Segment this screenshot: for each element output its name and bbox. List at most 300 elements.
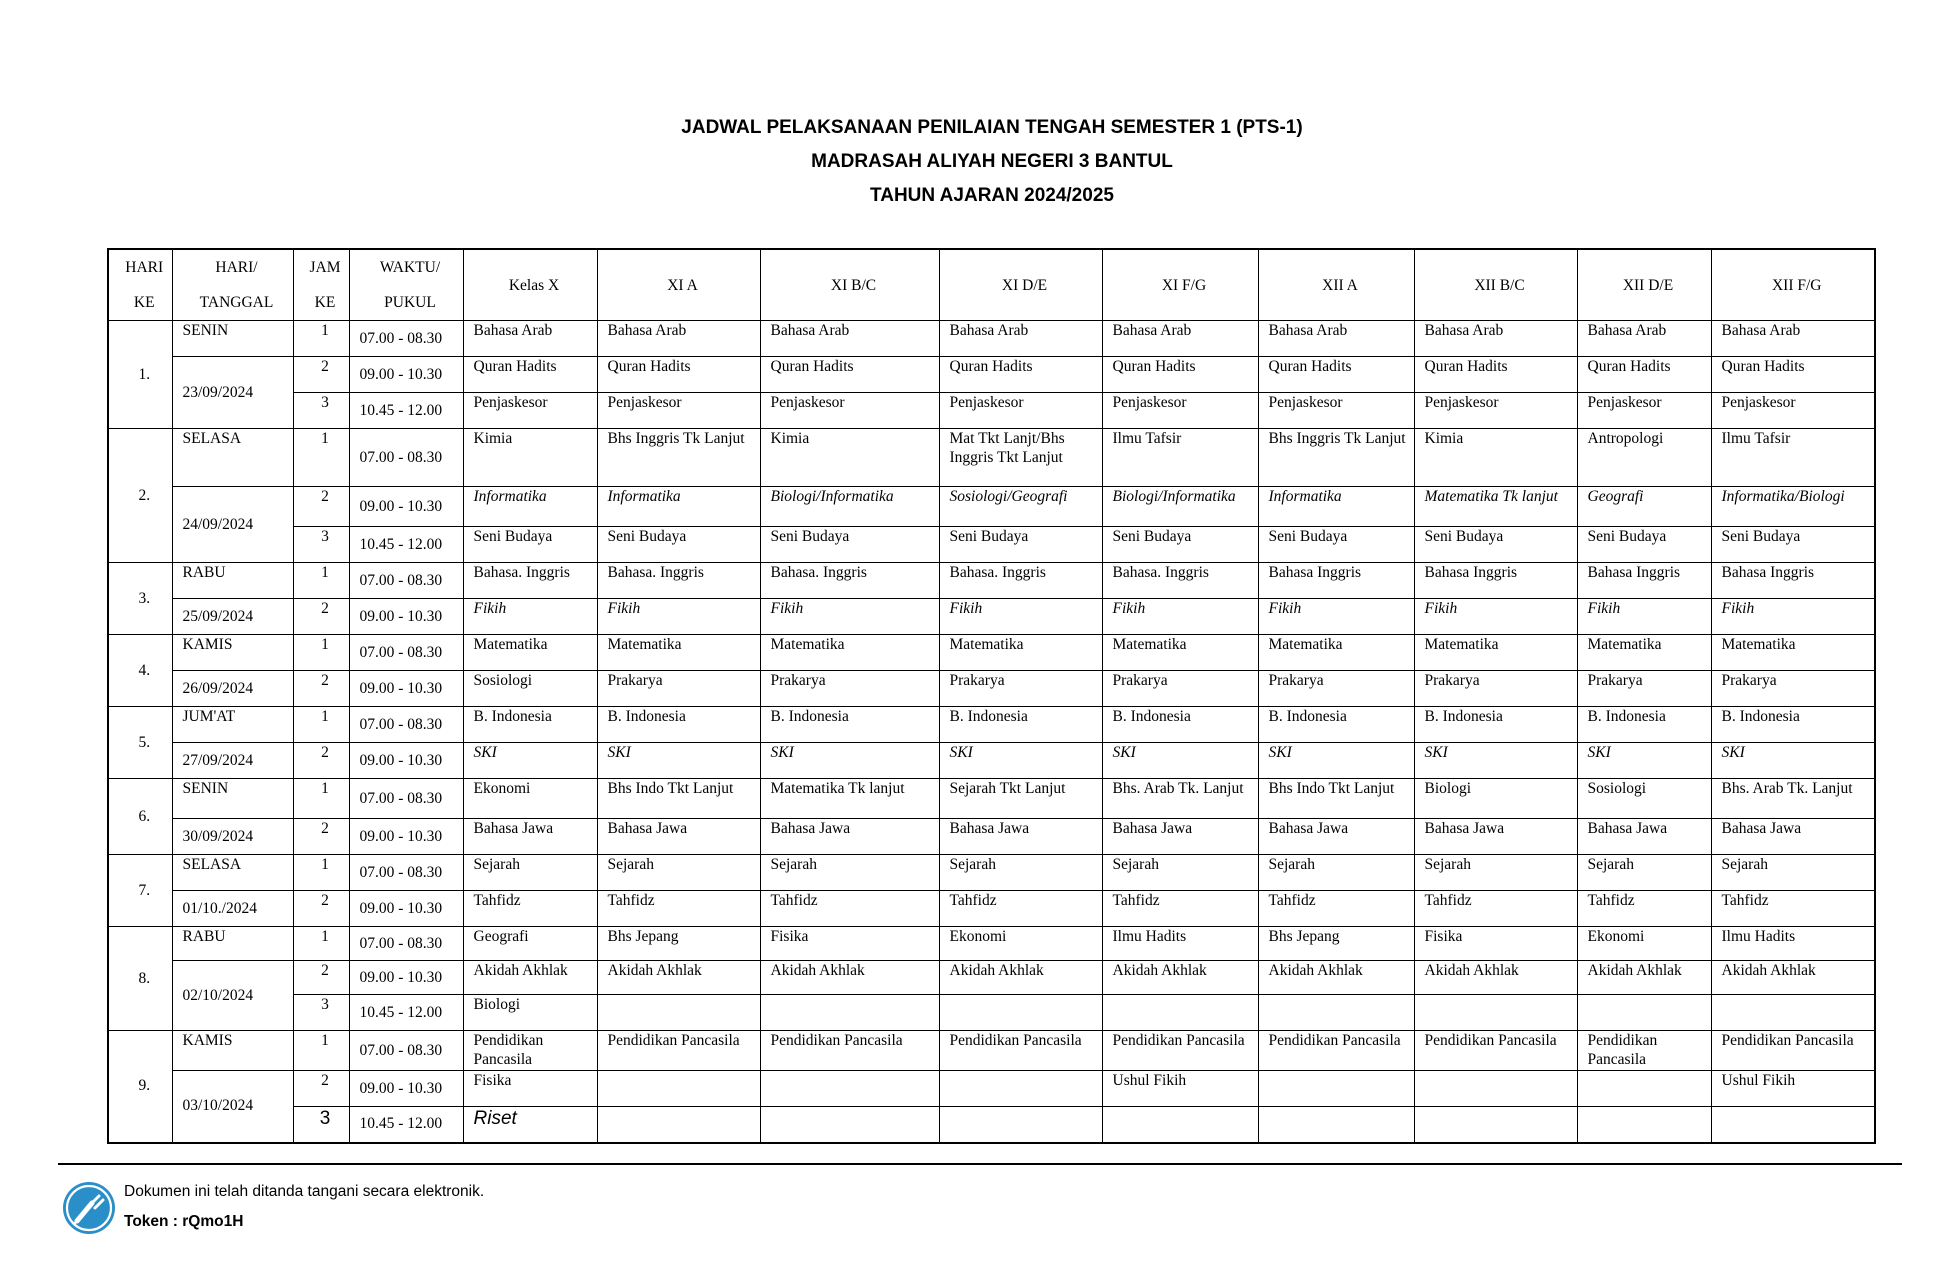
- day-number: 5.: [108, 707, 172, 779]
- subject-cell: Matematika Tk lanjut: [760, 779, 939, 819]
- subject-cell: B. Indonesia: [939, 707, 1102, 743]
- subject-cell: Bhs Indo Tkt Lanjut: [597, 779, 760, 819]
- time-slot: 07.00 - 08.30: [349, 779, 463, 819]
- subject-cell: Seni Budaya: [1414, 527, 1577, 563]
- table-row: [108, 321, 1875, 357]
- subject-cell: Pendidikan Pancasila: [463, 1031, 597, 1071]
- subject-cell: Mat Tkt Lanjt/Bhs Inggris Tkt Lanjut: [939, 429, 1102, 487]
- subject-cell: Matematika: [939, 635, 1102, 671]
- subject-cell: Seni Budaya: [760, 527, 939, 563]
- subject-cell: Tahfidz: [1258, 891, 1414, 927]
- subject-cell: B. Indonesia: [760, 707, 939, 743]
- subject-cell: SKI: [1711, 743, 1875, 779]
- subject-cell: Sejarah: [1414, 855, 1577, 891]
- jam-ke: 2: [293, 599, 349, 635]
- day-number: 1.: [108, 321, 172, 429]
- subject-cell: Penjaskesor: [1577, 393, 1711, 429]
- subject-cell: Fikih: [939, 599, 1102, 635]
- header-class: XI F/G: [1102, 249, 1258, 321]
- jam-ke: 2: [293, 961, 349, 995]
- day-number: 9.: [108, 1031, 172, 1143]
- subject-cell: Fikih: [1577, 599, 1711, 635]
- subject-cell: Penjaskesor: [463, 393, 597, 429]
- subject-cell: SKI: [1258, 743, 1414, 779]
- header-jam-ke-line2: KE: [314, 294, 336, 311]
- table-row: [108, 1031, 1875, 1071]
- subject-cell: Sejarah: [1258, 855, 1414, 891]
- subject-cell: Bahasa Arab: [1258, 321, 1414, 357]
- jam-ke: 2: [293, 819, 349, 855]
- subject-cell: B. Indonesia: [463, 707, 597, 743]
- subject-cell: Pendidikan Pancasila: [597, 1031, 760, 1071]
- time-slot: 10.45 - 12.00: [349, 995, 463, 1031]
- e-signature-note: Dokumen ini telah ditanda tangani secara elektronik.: [124, 1183, 485, 1200]
- subject-cell: Pendidikan Pancasila: [760, 1031, 939, 1071]
- subject-cell: Bahasa Arab: [1102, 321, 1258, 357]
- subject-cell: Bahasa Jawa: [463, 819, 597, 855]
- subject-cell: Matematika Tk lanjut: [1414, 487, 1577, 527]
- table-row: [108, 429, 1875, 487]
- jam-ke: 2: [293, 357, 349, 393]
- subject-cell: Quran Hadits: [597, 357, 760, 393]
- subject-cell: Bhs. Arab Tk. Lanjut: [1102, 779, 1258, 819]
- subject-cell: Penjaskesor: [1711, 393, 1875, 429]
- time-slot: 09.00 - 10.30: [349, 487, 463, 527]
- jam-ke: 3: [293, 393, 349, 429]
- subject-cell: Bahasa Arab: [1577, 321, 1711, 357]
- subject-cell: Matematika: [760, 635, 939, 671]
- day-name: SELASA: [172, 855, 293, 891]
- subject-cell: Fikih: [760, 599, 939, 635]
- subject-cell: [597, 995, 760, 1031]
- subject-cell: Sejarah: [1711, 855, 1875, 891]
- subject-cell: Fikih: [1711, 599, 1875, 635]
- subject-cell: Bahasa Jawa: [1258, 819, 1414, 855]
- jam-ke: 3: [293, 995, 349, 1031]
- time-slot: 07.00 - 08.30: [349, 855, 463, 891]
- day-name: RABU: [172, 563, 293, 599]
- subject-cell: Akidah Akhlak: [1577, 961, 1711, 995]
- subject-cell: Sejarah: [1102, 855, 1258, 891]
- time-slot: 10.45 - 12.00: [349, 393, 463, 429]
- time-slot: 09.00 - 10.30: [349, 671, 463, 707]
- time-slot: 07.00 - 08.30: [349, 707, 463, 743]
- header-waktu-line1: WAKTU/: [379, 259, 441, 276]
- jam-ke: 2: [293, 1071, 349, 1107]
- table-row: [108, 855, 1875, 891]
- subject-cell: B. Indonesia: [1258, 707, 1414, 743]
- table-row: [108, 1107, 1875, 1143]
- subject-cell: Penjaskesor: [760, 393, 939, 429]
- header-class: XI A: [597, 249, 760, 321]
- jam-ke: 1: [293, 563, 349, 599]
- subject-cell: Matematika: [1414, 635, 1577, 671]
- day-date: 30/09/2024: [172, 819, 293, 855]
- subject-cell: Informatika/Biologi: [1711, 487, 1875, 527]
- subject-cell: [1577, 1107, 1711, 1143]
- subject-cell: [1577, 995, 1711, 1031]
- subject-cell: Fisika: [1414, 927, 1577, 961]
- subject-cell: Antropologi: [1577, 429, 1711, 487]
- time-slot: 07.00 - 08.30: [349, 563, 463, 599]
- time-slot: 10.45 - 12.00: [349, 1107, 463, 1143]
- subject-cell: [1102, 1107, 1258, 1143]
- subject-cell: Akidah Akhlak: [597, 961, 760, 995]
- table-row: [108, 635, 1875, 671]
- subject-cell: Bahasa Jawa: [1711, 819, 1875, 855]
- subject-cell: Quran Hadits: [939, 357, 1102, 393]
- subject-cell: Informatika: [1258, 487, 1414, 527]
- subject-cell: Bahasa Inggris: [1414, 563, 1577, 599]
- subject-cell: B. Indonesia: [1102, 707, 1258, 743]
- subject-cell: Akidah Akhlak: [1258, 961, 1414, 995]
- day-name: RABU: [172, 927, 293, 961]
- subject-cell: Bahasa Arab: [597, 321, 760, 357]
- header-class: XII B/C: [1414, 249, 1577, 321]
- time-slot: 07.00 - 08.30: [349, 635, 463, 671]
- subject-cell: Fisika: [760, 927, 939, 961]
- subject-cell: Prakarya: [1711, 671, 1875, 707]
- subject-cell: Bhs Inggris Tk Lanjut: [1258, 429, 1414, 487]
- subject-cell: Pendidikan Pancasila: [1414, 1031, 1577, 1071]
- table-row: [108, 779, 1875, 819]
- day-name: SELASA: [172, 429, 293, 487]
- table-row: [108, 995, 1875, 1031]
- subject-cell: Sejarah: [597, 855, 760, 891]
- jam-ke: 1: [293, 779, 349, 819]
- subject-cell: B. Indonesia: [1711, 707, 1875, 743]
- subject-cell: Tahfidz: [1414, 891, 1577, 927]
- jam-ke: 1: [293, 927, 349, 961]
- subject-cell: Matematika: [463, 635, 597, 671]
- subject-cell: [1258, 1107, 1414, 1143]
- subject-cell: [1414, 995, 1577, 1031]
- table-row: [108, 393, 1875, 429]
- subject-cell: SKI: [760, 743, 939, 779]
- subject-cell: [1258, 1071, 1414, 1107]
- subject-cell: [1577, 1071, 1711, 1107]
- table-row: [108, 671, 1875, 707]
- subject-cell: Bahasa. Inggris: [1102, 563, 1258, 599]
- subject-cell: Kimia: [1414, 429, 1577, 487]
- subject-cell: Sejarah: [463, 855, 597, 891]
- subject-cell: Akidah Akhlak: [1414, 961, 1577, 995]
- time-slot: 10.45 - 12.00: [349, 527, 463, 563]
- subject-cell: Bahasa Arab: [760, 321, 939, 357]
- subject-cell: Akidah Akhlak: [463, 961, 597, 995]
- day-number: 7.: [108, 855, 172, 927]
- subject-cell: Prakarya: [1414, 671, 1577, 707]
- subject-cell: Informatika: [597, 487, 760, 527]
- day-number: 8.: [108, 927, 172, 1031]
- subject-cell: Seni Budaya: [597, 527, 760, 563]
- subject-cell: Quran Hadits: [463, 357, 597, 393]
- subject-cell: Bahasa Arab: [1711, 321, 1875, 357]
- subject-cell: Penjaskesor: [1102, 393, 1258, 429]
- header-hari-tanggal-line1: HARI/: [215, 259, 258, 276]
- subject-cell: Seni Budaya: [939, 527, 1102, 563]
- subject-cell: Pendidikan Pancasila: [1258, 1031, 1414, 1071]
- time-slot: 09.00 - 10.30: [349, 961, 463, 995]
- subject-cell: Tahfidz: [1102, 891, 1258, 927]
- header-hari-tanggal-line2: TANGGAL: [199, 294, 274, 311]
- subject-cell: Ushul Fikih: [1102, 1071, 1258, 1107]
- subject-cell: Fikih: [463, 599, 597, 635]
- day-date: 01/10./2024: [172, 891, 293, 927]
- subject-cell: Bahasa Jawa: [760, 819, 939, 855]
- subject-cell: Matematika: [1258, 635, 1414, 671]
- subject-cell: Penjaskesor: [1414, 393, 1577, 429]
- subject-cell: [1102, 995, 1258, 1031]
- subject-cell: Tahfidz: [1577, 891, 1711, 927]
- header-hari-ke-line2: KE: [133, 294, 155, 311]
- time-slot: 09.00 - 10.30: [349, 819, 463, 855]
- subject-cell: Biologi/Informatika: [760, 487, 939, 527]
- table-row: [108, 527, 1875, 563]
- subject-cell: Matematika: [1711, 635, 1875, 671]
- subject-cell: Bahasa Arab: [463, 321, 597, 357]
- token-text: Token : rQmo1H: [124, 1213, 244, 1230]
- subject-cell: Pendidikan Pancasila: [1102, 1031, 1258, 1071]
- day-date: 24/09/2024: [172, 487, 293, 563]
- jam-ke: 2: [293, 487, 349, 527]
- day-name: SENIN: [172, 779, 293, 819]
- day-date: 27/09/2024: [172, 743, 293, 779]
- subject-cell: Tahfidz: [939, 891, 1102, 927]
- jam-ke: 3: [293, 1107, 349, 1143]
- subject-cell: Bhs Indo Tkt Lanjut: [1258, 779, 1414, 819]
- time-slot: 09.00 - 10.30: [349, 743, 463, 779]
- subject-cell: Ekonomi: [1577, 927, 1711, 961]
- day-date: 03/10/2024: [172, 1071, 293, 1143]
- subject-cell: Pendidikan Pancasila: [1711, 1031, 1875, 1071]
- subject-cell: Penjaskesor: [597, 393, 760, 429]
- subject-cell: Ilmu Tafsir: [1711, 429, 1875, 487]
- table-row: [108, 599, 1875, 635]
- jam-ke: 3: [293, 527, 349, 563]
- e-signature-logo-icon: [62, 1181, 116, 1235]
- subject-cell: Ilmu Tafsir: [1102, 429, 1258, 487]
- jam-ke: 1: [293, 1031, 349, 1071]
- document-title-line1: JADWAL PELAKSANAAN PENILAIAN TENGAH SEMESTER 1 (PTS-1): [681, 117, 1303, 138]
- header-class: Kelas X: [463, 249, 597, 321]
- table-row: [108, 1071, 1875, 1107]
- subject-cell: Quran Hadits: [1711, 357, 1875, 393]
- subject-cell: Kimia: [463, 429, 597, 487]
- jam-ke: 1: [293, 707, 349, 743]
- subject-cell: SKI: [1577, 743, 1711, 779]
- jam-ke: 2: [293, 891, 349, 927]
- subject-cell: Bahasa. Inggris: [463, 563, 597, 599]
- subject-cell: Fikih: [1102, 599, 1258, 635]
- day-date: 02/10/2024: [172, 961, 293, 1031]
- subject-cell: [760, 1071, 939, 1107]
- subject-cell: Sosiologi: [463, 671, 597, 707]
- jam-ke: 2: [293, 743, 349, 779]
- day-name: SENIN: [172, 321, 293, 357]
- subject-cell: Ekonomi: [463, 779, 597, 819]
- subject-cell: Tahfidz: [463, 891, 597, 927]
- subject-cell: SKI: [463, 743, 597, 779]
- subject-cell: Akidah Akhlak: [1711, 961, 1875, 995]
- subject-cell: Biologi: [463, 995, 597, 1031]
- subject-cell: Bahasa Inggris: [1577, 563, 1711, 599]
- day-number: 3.: [108, 563, 172, 635]
- subject-cell: Sejarah Tkt Lanjut: [939, 779, 1102, 819]
- subject-cell: B. Indonesia: [1414, 707, 1577, 743]
- day-name: JUM'AT: [172, 707, 293, 743]
- subject-cell: Ilmu Hadits: [1102, 927, 1258, 961]
- jam-ke: 1: [293, 321, 349, 357]
- header-waktu-line2: PUKUL: [384, 294, 436, 311]
- time-slot: 07.00 - 08.30: [349, 1031, 463, 1071]
- header-jam-ke: [293, 249, 349, 321]
- subject-cell: [760, 995, 939, 1031]
- header-row: [108, 249, 1875, 321]
- subject-cell: Biologi: [1414, 779, 1577, 819]
- subject-cell: Akidah Akhlak: [760, 961, 939, 995]
- subject-cell: [939, 1107, 1102, 1143]
- subject-cell: Pendidikan Pancasila: [1577, 1031, 1711, 1071]
- subject-cell: SKI: [597, 743, 760, 779]
- subject-cell: Akidah Akhlak: [939, 961, 1102, 995]
- table-row: [108, 563, 1875, 599]
- subject-cell: [1711, 1107, 1875, 1143]
- jam-ke: 2: [293, 671, 349, 707]
- subject-cell: Seni Budaya: [1577, 527, 1711, 563]
- subject-cell: Fikih: [1258, 599, 1414, 635]
- subject-cell: Bahasa Jawa: [1414, 819, 1577, 855]
- schedule-table: [107, 248, 1876, 1144]
- subject-cell: Sosiologi: [1577, 779, 1711, 819]
- subject-cell: Quran Hadits: [1414, 357, 1577, 393]
- header-class: XII D/E: [1577, 249, 1711, 321]
- time-slot: 09.00 - 10.30: [349, 1071, 463, 1107]
- subject-cell: [1414, 1071, 1577, 1107]
- subject-cell: Geografi: [463, 927, 597, 961]
- subject-cell: [1711, 995, 1875, 1031]
- subject-cell: Kimia: [760, 429, 939, 487]
- time-slot: 09.00 - 10.30: [349, 357, 463, 393]
- subject-cell: Matematika: [597, 635, 760, 671]
- subject-cell: Bahasa Jawa: [597, 819, 760, 855]
- header-hari-ke: [108, 249, 172, 321]
- day-date: 25/09/2024: [172, 599, 293, 635]
- subject-cell: Ilmu Hadits: [1711, 927, 1875, 961]
- subject-cell: Fisika: [463, 1071, 597, 1107]
- subject-cell: Bahasa. Inggris: [939, 563, 1102, 599]
- subject-cell: B. Indonesia: [597, 707, 760, 743]
- subject-cell: Quran Hadits: [1258, 357, 1414, 393]
- subject-cell: Quran Hadits: [1577, 357, 1711, 393]
- subject-cell: SKI: [939, 743, 1102, 779]
- subject-cell: Riset: [463, 1107, 597, 1143]
- day-number: 4.: [108, 635, 172, 707]
- header-hari-tanggal: [172, 249, 293, 321]
- subject-cell: Ekonomi: [939, 927, 1102, 961]
- subject-cell: Bahasa Jawa: [939, 819, 1102, 855]
- time-slot: 09.00 - 10.30: [349, 891, 463, 927]
- subject-cell: Fikih: [597, 599, 760, 635]
- day-number: 2.: [108, 429, 172, 563]
- header-class: XI D/E: [939, 249, 1102, 321]
- subject-cell: SKI: [1102, 743, 1258, 779]
- time-slot: 07.00 - 08.30: [349, 927, 463, 961]
- day-date: 26/09/2024: [172, 671, 293, 707]
- subject-cell: Seni Budaya: [463, 527, 597, 563]
- subject-cell: [1258, 995, 1414, 1031]
- subject-cell: Sejarah: [1577, 855, 1711, 891]
- day-name: KAMIS: [172, 635, 293, 671]
- header-class: XII A: [1258, 249, 1414, 321]
- table-row: [108, 743, 1875, 779]
- subject-cell: Informatika: [463, 487, 597, 527]
- table-row: [108, 819, 1875, 855]
- document-title-line3: TAHUN AJARAN 2024/2025: [870, 185, 1114, 206]
- table-row: [108, 357, 1875, 393]
- subject-cell: Quran Hadits: [1102, 357, 1258, 393]
- subject-cell: Bahasa Jawa: [1577, 819, 1711, 855]
- header-class: XII F/G: [1711, 249, 1875, 321]
- subject-cell: Prakarya: [1102, 671, 1258, 707]
- subject-cell: Ushul Fikih: [1711, 1071, 1875, 1107]
- subject-cell: Bahasa Arab: [1414, 321, 1577, 357]
- subject-cell: Prakarya: [1258, 671, 1414, 707]
- jam-ke: 1: [293, 855, 349, 891]
- subject-cell: Tahfidz: [760, 891, 939, 927]
- subject-cell: Akidah Akhlak: [1102, 961, 1258, 995]
- subject-cell: Sejarah: [760, 855, 939, 891]
- document-title-line2: MADRASAH ALIYAH NEGERI 3 BANTUL: [811, 151, 1173, 172]
- table-row: [108, 961, 1875, 995]
- subject-cell: Geografi: [1577, 487, 1711, 527]
- header-hari-ke-line1: HARI: [125, 259, 164, 276]
- subject-cell: [939, 1071, 1102, 1107]
- subject-cell: Sejarah: [939, 855, 1102, 891]
- table-row: [108, 707, 1875, 743]
- header-class: XI B/C: [760, 249, 939, 321]
- time-slot: 09.00 - 10.30: [349, 599, 463, 635]
- subject-cell: Prakarya: [597, 671, 760, 707]
- subject-cell: Bhs. Arab Tk. Lanjut: [1711, 779, 1875, 819]
- subject-cell: Seni Budaya: [1258, 527, 1414, 563]
- subject-cell: Bhs Jepang: [1258, 927, 1414, 961]
- table-row: [108, 487, 1875, 527]
- subject-cell: Seni Budaya: [1711, 527, 1875, 563]
- subject-cell: Prakarya: [1577, 671, 1711, 707]
- subject-cell: Prakarya: [939, 671, 1102, 707]
- subject-cell: B. Indonesia: [1577, 707, 1711, 743]
- day-name: KAMIS: [172, 1031, 293, 1071]
- subject-cell: Bahasa Arab: [939, 321, 1102, 357]
- time-slot: 07.00 - 08.30: [349, 321, 463, 357]
- subject-cell: SKI: [1414, 743, 1577, 779]
- day-number: 6.: [108, 779, 172, 855]
- subject-cell: Bahasa Jawa: [1102, 819, 1258, 855]
- subject-cell: [1414, 1107, 1577, 1143]
- subject-cell: Prakarya: [760, 671, 939, 707]
- subject-cell: Matematika: [1102, 635, 1258, 671]
- table-row: [108, 927, 1875, 961]
- subject-cell: Tahfidz: [597, 891, 760, 927]
- subject-cell: Tahfidz: [1711, 891, 1875, 927]
- subject-cell: Bhs Inggris Tk Lanjut: [597, 429, 760, 487]
- subject-cell: Sosiologi/Geografi: [939, 487, 1102, 527]
- header-waktu: [349, 249, 463, 321]
- table-row: [108, 891, 1875, 927]
- subject-cell: Penjaskesor: [939, 393, 1102, 429]
- subject-cell: Bahasa Inggris: [1711, 563, 1875, 599]
